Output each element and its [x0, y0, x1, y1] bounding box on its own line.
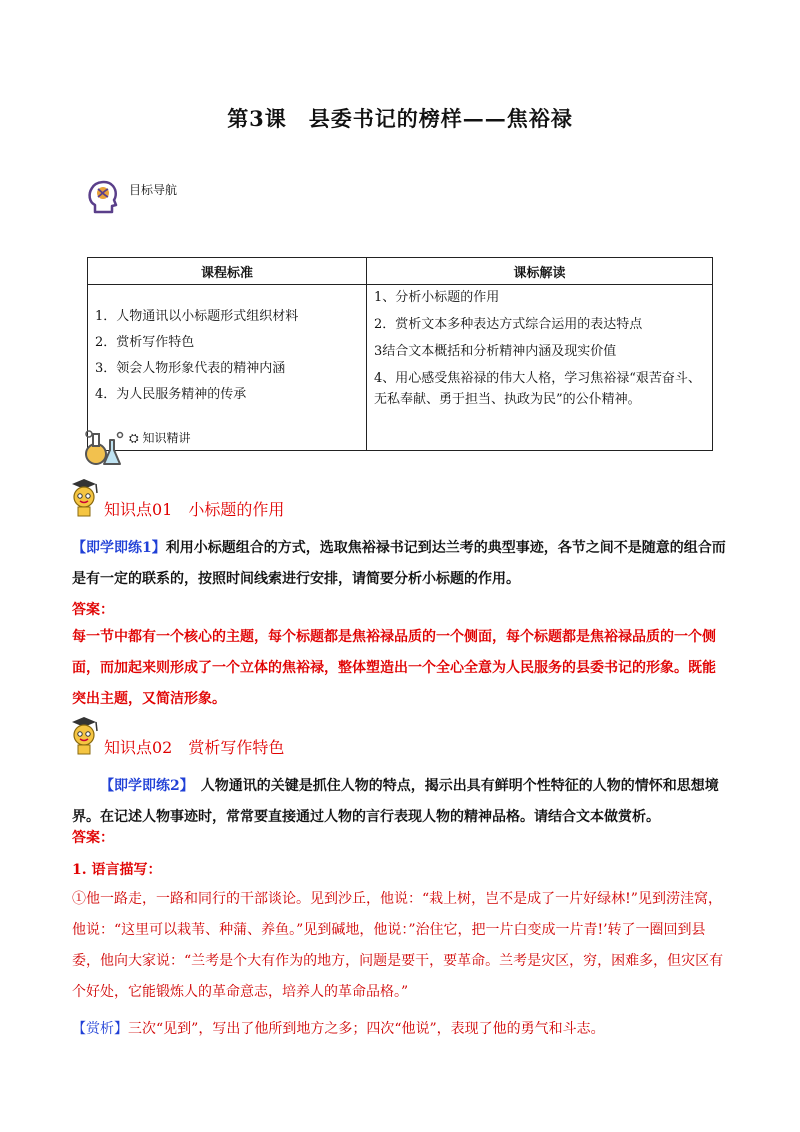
exercise-2-question [72, 771, 728, 833]
mascot-graduate-icon [66, 714, 102, 756]
list-item: 4、用心感受焦裕禄的伟大人格，学习焦裕禄“艰苦奋斗、无私奉献、勇于担当、执政为民”的公仆精神。 [374, 371, 701, 407]
kp1-label: 知识点01 [104, 500, 173, 519]
knowledge-point-2-heading [104, 735, 284, 758]
mascot-graduate-icon [66, 476, 102, 518]
comment-tag: 【赏析】 [72, 1021, 128, 1037]
list-item: 3．领会人物形象代表的精神内涵 [95, 361, 286, 376]
kp1-topic: 小标题的作用 [188, 500, 285, 519]
knowledge-label-text: 知识精讲 [142, 431, 191, 445]
comment-text: 三次“见到”，写出了他所到地方之多；四次“他说”，表现了他的勇气和斗志。 [128, 1021, 605, 1037]
flask-icon [82, 426, 124, 468]
page-title: 第3课 县委书记的榜样——焦裕禄 [227, 106, 573, 131]
brain-head-icon [83, 176, 123, 216]
standards-cell [88, 285, 367, 451]
interpretation-cell [367, 285, 713, 451]
answer-1-text: 每一节中都有一个核心的主题，每个标题都是焦裕禄品质的一个侧面，每个标题都是焦裕禄品质的一个侧面，而加起来则形成了一个立体的焦裕禄，整体塑造出一个全心全意为人民服务的县委书记的形象。既能突出主题，又简洁形象。 [72, 629, 716, 707]
list-item: 2．赏析文本多种表达方式综合运用的表达特点 [374, 317, 643, 332]
table-header-standard: 课程标准 [88, 258, 367, 285]
standards-table [87, 257, 713, 451]
kp2-label: 知识点02 [104, 738, 173, 757]
quote-paragraph: ①他一路走，一路和同行的干部谈论。见到沙丘，他说：“栽上树，岂不是成了一片好绿林!”见到涝洼窝，他说：“这里可以栽苇、种蒲、养鱼。”见到碱地，他说：”治住它，把一片白变成一片青!’转了一圈回到县委，他向大家说：“兰考是个大有作为的地方，问题是要干，要革命。兰考是灾区，穷，困难多，但灾区有个好处，它能锻炼人的革命意志，培养人的革命品格。” [72, 891, 724, 1000]
exercise-2-tag: 【即学即练2】 [100, 778, 187, 794]
sub-heading-language: 1. 语言描写： [72, 862, 162, 878]
exercise-1-text: 利用小标题组合的方式，选取焦裕禄书记到达兰考的典型事迹，各节之间不是随意的组合而是有一定的联系的，按照时间线索进行安排，请简要分析小标题的作用。 [72, 540, 726, 587]
list-item: 3结合文本概括和分析精神内涵及现实价值 [374, 344, 617, 359]
list-item: 1、分析小标题的作用 [374, 290, 500, 305]
list-item: 2．赏析写作特色 [95, 335, 195, 350]
nav-label: 目标导航 [129, 183, 178, 197]
knowledge-point-1-heading [104, 497, 284, 520]
table-header-interpretation: 课标解读 [367, 258, 713, 285]
gear-icon: ⛭ [129, 431, 139, 445]
answer-2-label: 答案： [72, 830, 114, 846]
knowledge-label [129, 429, 190, 446]
exercise-1-tag: 【即学即练1】 [72, 540, 166, 556]
list-item: 4．为人民服务精神的传承 [95, 387, 247, 402]
exercise-2-text: 人物通讯的关键是抓住人物的特点，揭示出具有鲜明个性特征的人物的情怀和思想境界。在记述人物事迹时，常常要直接通过人物的言行表现人物的精神品格。请结合文本做赏析。 [72, 778, 719, 825]
list-item: 1．人物通讯以小标题形式组织材料 [95, 309, 299, 324]
answer-1-label: 答案： [72, 602, 114, 618]
comment-paragraph [72, 1014, 728, 1045]
kp2-topic: 赏析写作特色 [188, 738, 285, 757]
exercise-1-question [72, 533, 728, 595]
